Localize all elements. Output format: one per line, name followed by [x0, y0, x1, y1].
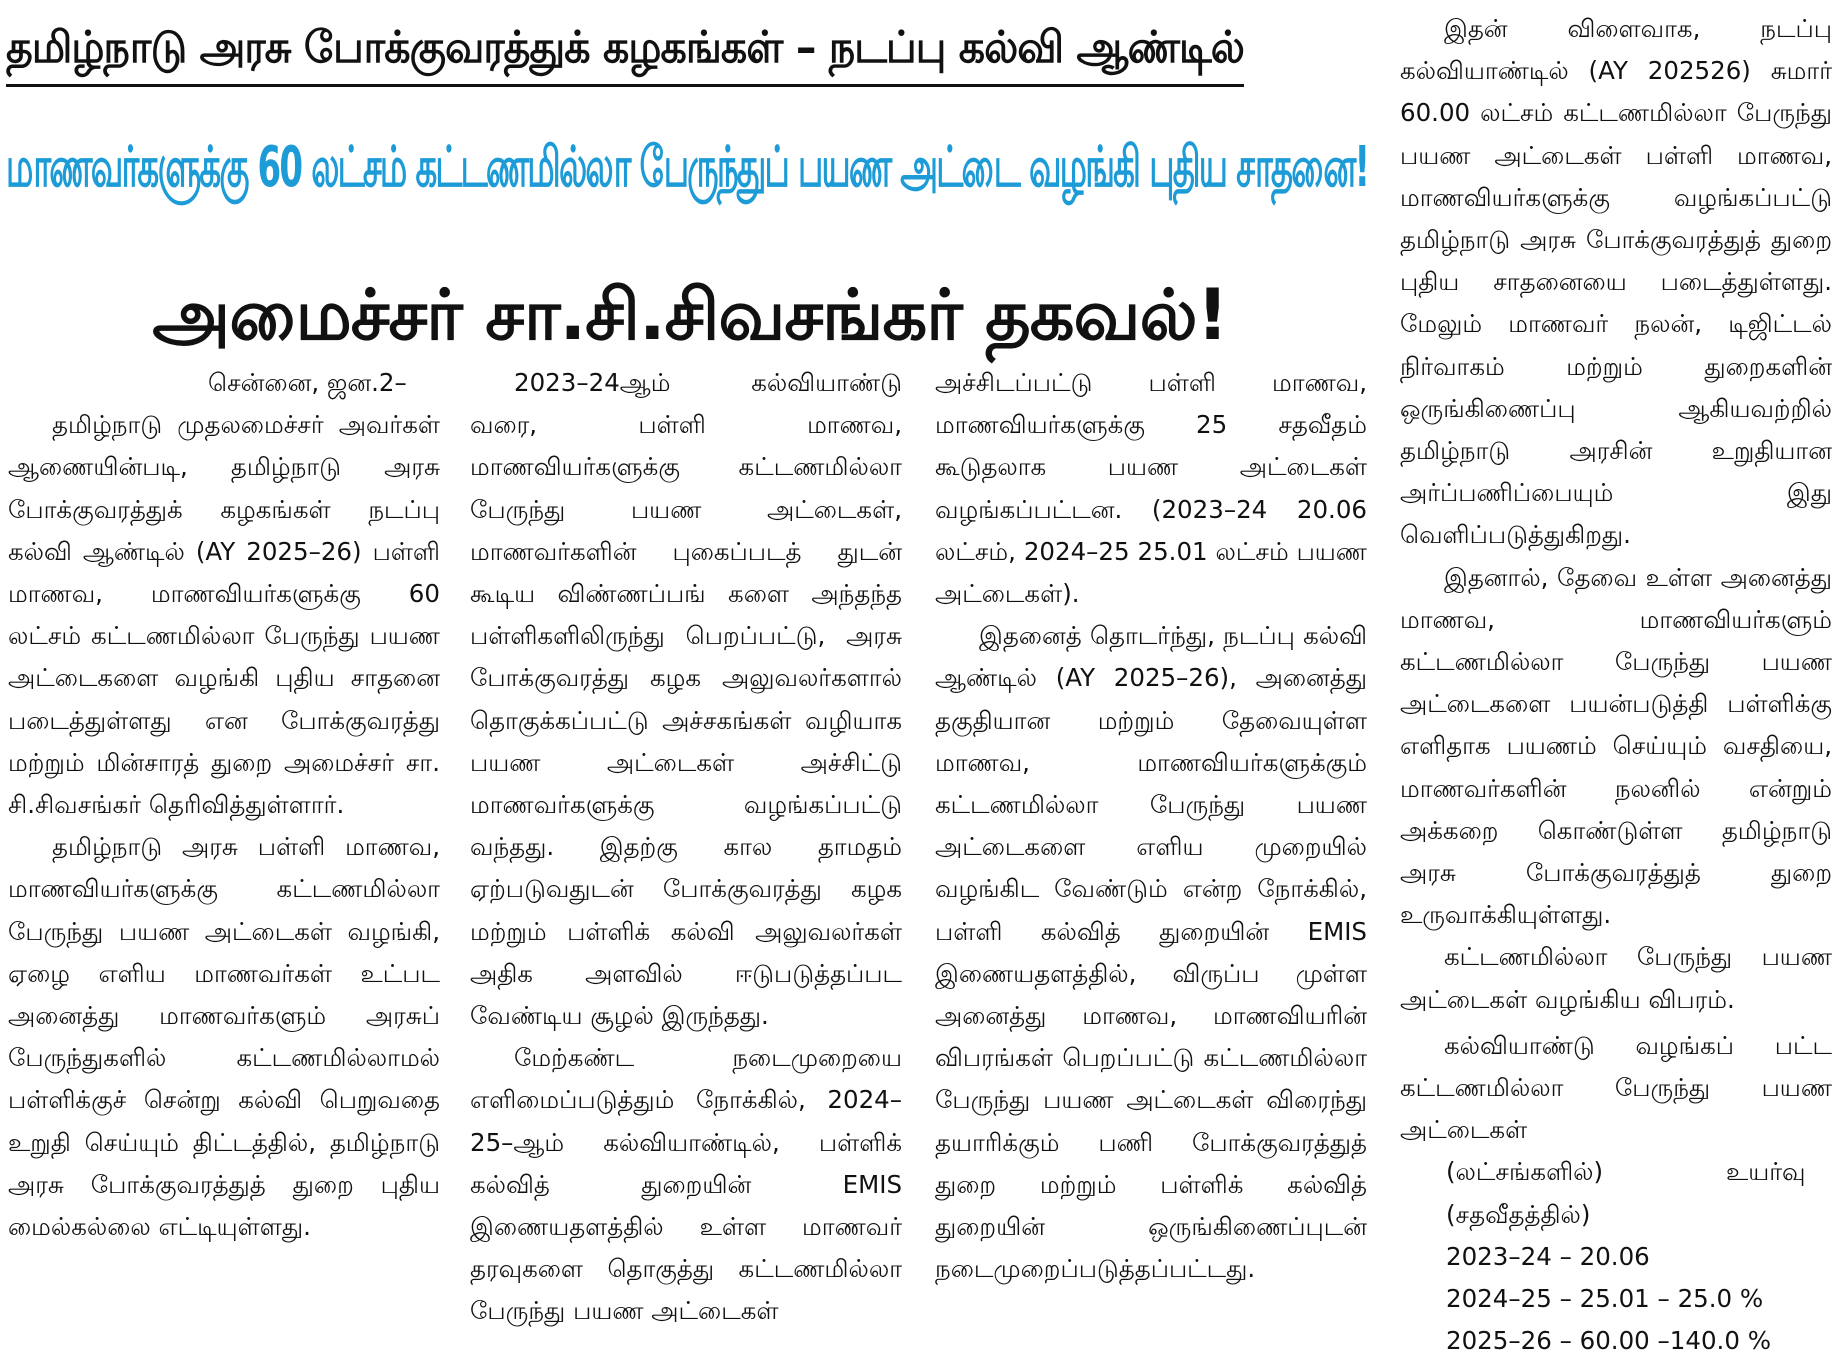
paragraph: இதனைத் தொடர்ந்து, நடப்பு கல்வி ஆண்டில் (AY 2025–26), அனைத்து தகுதியான மற்றும் தேவையுள்ள மாணவ, மாணவியர்களுக்கும் கட்டணமில்லா பேருந்து பயண அட்டைகளை எளிய முறையில் வழங்கிட வேண்டும் என்ற நோக்கில், பள்ளி கல்வித் துறையின் EMIS இணையதளத்தில், விருப்ப முள்ள அனைத்து மாணவ, மாணவியரின் விபரங்கள் பெறப்பட்டு கட்டணமில்லா பேருந்து பயண அட்டைகள் விரைந்து தயாரிக்கும் பணி போக்குவரத்துத் துறை மற்றும் பள்ளிக் கல்வித் துறையின் ஒருங்கிணைப்புடன் நடைமுறைப்படுத்தப்பட்டது. — [935, 621, 1367, 1284]
kicker-underline — [6, 84, 1244, 87]
paragraph: தமிழ்நாடு முதலமைச்சர் அவர்கள் ஆணையின்படி, தமிழ்நாடு அரசு போக்குவரத்துக் கழகங்கள் நடப்பு கல்வி ஆண்டில் (AY 2025–26) பள்ளி மாணவ, மாணவியர்களுக்கு 60 லட்சம் கட்டணமில்லா பேருந்து பயண அட்டைகளை வழங்கி புதிய சாதனை படைத்துள்ளது என போக்குவரத்து மற்றும் மின்சாரத் துறை அமைச்சர் சா. சி.சிவசங்கர் தெரிவித்துள்ளார். — [8, 410, 440, 820]
article-column-2 — [470, 362, 902, 1333]
article-column-1 — [8, 362, 440, 1248]
table-row: 2023–24 – 20.06 — [1446, 1241, 1650, 1271]
kicker-headline: தமிழ்நாடு அரசு போக்குவரத்துக் கழகங்கள் – நடப்பு கல்வி ஆண்டில் — [6, 22, 1244, 73]
table-row: 2024–25 – 25.01 – 25.0 % — [1446, 1284, 1764, 1314]
table-header: கல்வியாண்டு வழங்கப் பட்ட கட்டணமில்லா பேருந்து பயண அட்டைகள் — [1400, 1030, 1832, 1145]
paragraph: தமிழ்நாடு அரசு பள்ளி மாணவ, மாணவியர்களுக்கு கட்டணமில்லா பேருந்து பயண அட்டைகள் வழங்கி, ஏழை எளிய மாணவர்கள் உட்பட அனைத்து மாணவர்களும் அரசுப் பேருந்துகளில் கட்டணமில்லாமல் பள்ளிக்குச் சென்று கல்வி பெறுவதை உறுதி செய்யும் திட்டத்தில், தமிழ்நாடு அரசு போக்குவரத்துத் துறை புதிய மைல்கல்லை எட்டியுள்ளது. — [8, 832, 440, 1242]
table-subheader-growth: உயர்வு — [1726, 1157, 1806, 1187]
paragraph: இதனால், தேவை உள்ள அனைத்து மாணவ, மாணவியர்களும் கட்டணமில்லா பேருந்து பயண அட்டைகளை பயன்படுத்தி பள்ளிக்கு எளிதாக பயணம் செய்யும் வசதியை, மாணவர்களின் நலனில் என்றும் அக்கறை கொண்டுள்ள தமிழ்நாடு அரசு போக்குவரத்துத் துறை உருவாக்கியுள்ளது. — [1400, 562, 1832, 930]
paragraph: அச்சிடப்பட்டு பள்ளி மாணவ, மாணவியர்களுக்கு 25 சதவீதம் கூடுதலாக பயண அட்டைகள் வழங்கப்பட்டன. (2023–24 20.06 லட்சம், 2024–25 25.01 லட்சம் பயண அட்டைகள்). — [935, 368, 1367, 609]
paragraph: கட்டணமில்லா பேருந்து பயண அட்டைகள் வழங்கிய விபரம். — [1400, 942, 1832, 1014]
paragraph: இதன் விளைவாக, நடப்பு கல்வியாண்டில் (AY 202526) சுமார் 60.00 லட்சம் கட்டணமில்லா பேருந்து பயண அட்டைகள் பள்ளி மாணவ, மாணவியர்களுக்கு வழங்கப்பட்டு தமிழ்நாடு அரசு போக்குவரத்துத் துறை புதிய சாதனையை படைத்துள்ளது. மேலும் மாணவர் நலன், டிஜிட்டல் நிர்வாகம் மற்றும் துறைகளின் ஒருங்கிணைப்பு ஆகியவற்றில் தமிழ்நாடு அரசின் உறுதியான அர்ப்பணிப்பையும் இது வெளிப்படுத்துகிறது. — [1400, 14, 1832, 550]
dateline: சென்னை, ஜன.2– — [208, 368, 407, 397]
article-column-4 — [1400, 8, 1832, 1363]
paragraph: மேற்கண்ட நடைமுறையை எளிமைப்படுத்தும் நோக்கில், 2024–25–ஆம் கல்வியாண்டில், பள்ளிக் கல்வித் துறையின் EMIS இணையதளத்தில் உள்ள மாணவர் தரவுகளை தொகுத்து கட்டணமில்லா பேருந்து பயண அட்டைகள் — [470, 1043, 902, 1326]
sub-headline: அமைச்சர் சா.சி.சிவசங்கர் தகவல்! — [152, 274, 1228, 356]
table-row: 2025–26 – 60.00 –140.0 % — [1446, 1326, 1771, 1356]
main-headline: மாணவர்களுக்கு 60 லட்சம் கட்டணமில்லா பேருந்துப் பயண அட்டை வழங்கி புதிய சாதனை! — [6, 135, 1369, 200]
table-subheader-percent: (சதவீதத்தில்) — [1446, 1199, 1591, 1229]
article-column-3 — [935, 362, 1367, 1290]
paragraph: 2023–24ஆம் கல்வியாண்டு வரை, பள்ளி மாணவ, மாணவியர்களுக்கு கட்டணமில்லா பேருந்து பயண அட்டைகள், மாணவர்களின் புகைப்படத் துடன் கூடிய விண்ணப்பங் களை அந்தந்த பள்ளிகளிலிருந்து பெறப்பட்டு, அரசு போக்குவரத்து கழக அலுவலர்களால் தொகுக்கப்பட்டு அச்சகங்கள் வழியாக பயண அட்டைகள் அச்சிட்டு மாணவர்களுக்கு வழங்கப்பட்டு வந்தது. இதற்கு கால தாமதம் ஏற்படுவதுடன் போக்குவரத்து கழக மற்றும் பள்ளிக் கல்வி அலுவலர்கள் அதிக அளவில் ஈடுபடுத்தப்பட வேண்டிய சூழல் இருந்தது. — [470, 368, 902, 1031]
cards-issued-table — [1400, 1025, 1832, 1363]
table-subheader-unit: (லட்சங்களில்) — [1446, 1157, 1604, 1187]
table-subheader — [1400, 1151, 1832, 1193]
